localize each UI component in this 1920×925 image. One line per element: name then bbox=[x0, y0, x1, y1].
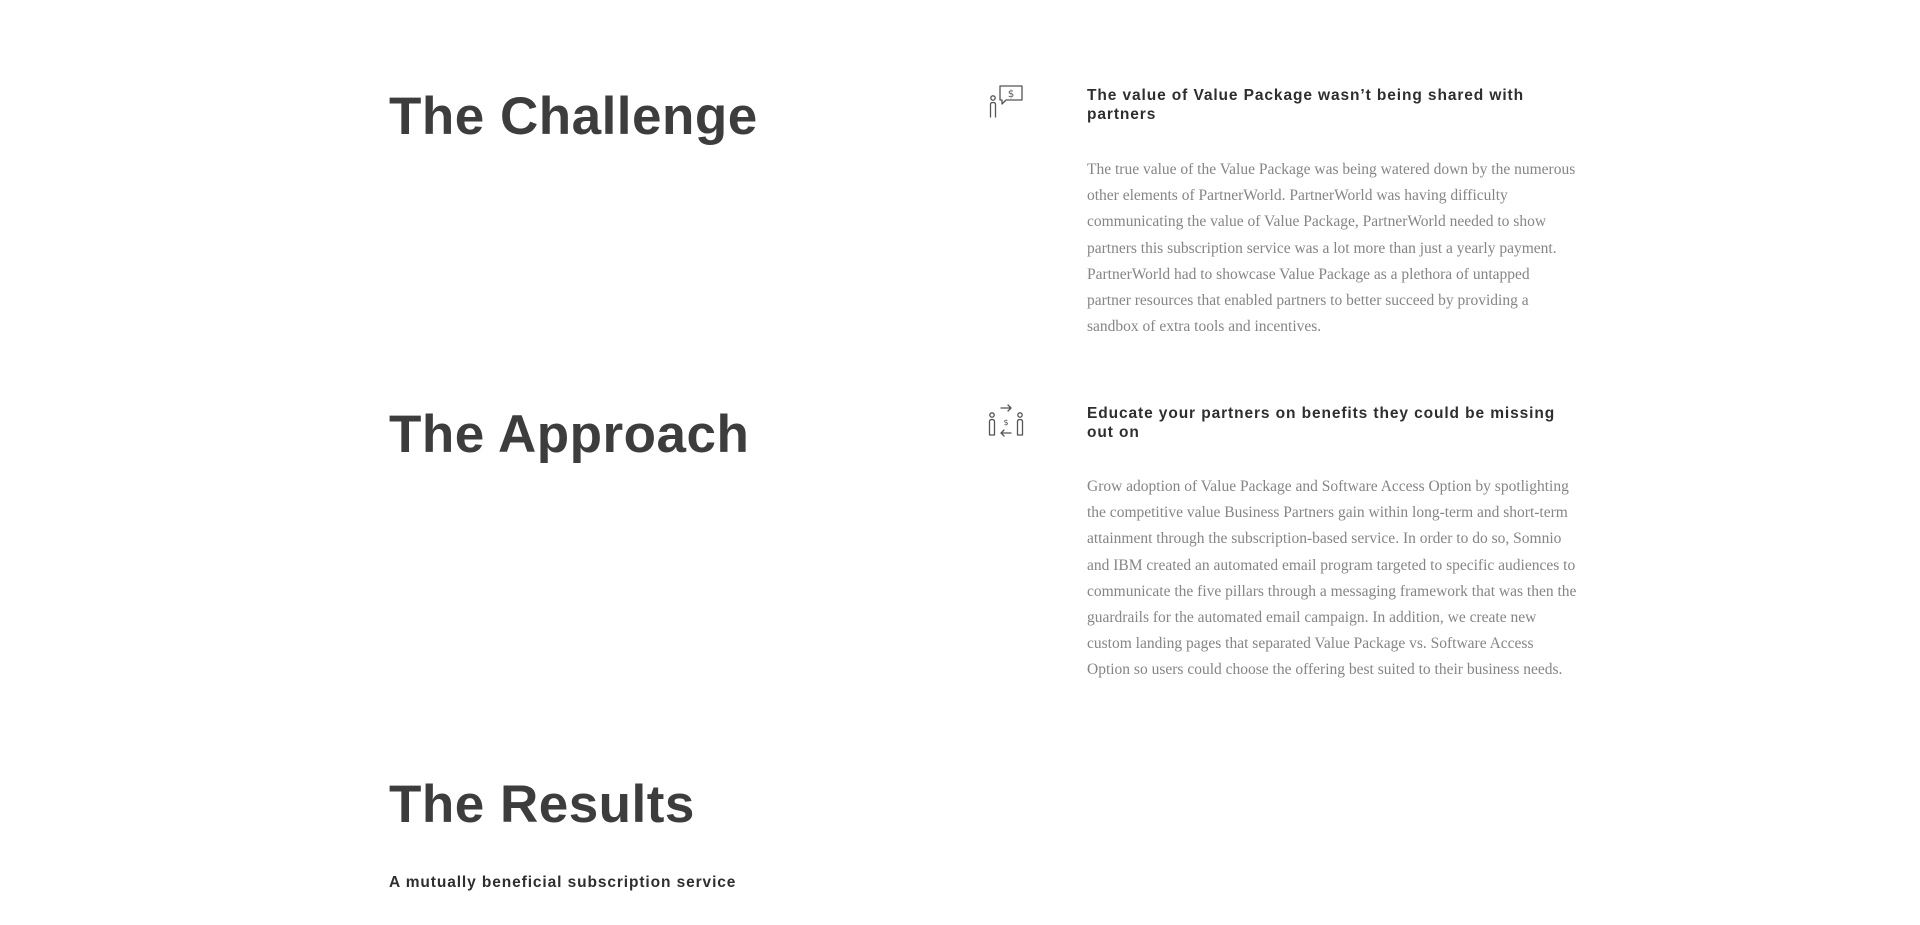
approach-title: The Approach bbox=[389, 405, 750, 464]
results-title: The Results bbox=[389, 775, 695, 834]
challenge-body: The true value of the Value Package was being watered down by the numerous other elements of PartnerWorld. PartnerWorld was having difficulty communicating the value of Value Package, PartnerWorld needed to show partners this subscription service was a lot more than just a yearly payment. PartnerWorld had to showcase Value Package as a plethora of untapped partner resources that enabled partners to better succeed by providing a sandbox of extra tools and incentives. bbox=[1087, 161, 1576, 336]
svg-text:$: $ bbox=[1007, 89, 1015, 100]
people-exchange-icon bbox=[987, 403, 1025, 441]
challenge-title: The Challenge bbox=[389, 87, 758, 146]
approach-heading: Educate your partners on benefits they could be missing out on bbox=[1087, 405, 1556, 441]
results-subtitle: A mutually beneficial subscription service bbox=[389, 874, 737, 891]
svg-text:$: $ bbox=[1003, 418, 1009, 427]
approach-body: Grow adoption of Value Package and Software Access Option by spotlighting the competitive value Business Partners gain within long-term and short-term attainment through the subscription-based service. In order to do so, Somnio and IBM created an automated email program targeted to specific audiences to communicate the five pillars through a messaging framework that was then the guardrails for the automated email campaign. In addition, we create new custom landing pages that separated Value Package vs. Software Access Option so users could choose the offering best suited to their business needs. bbox=[1087, 478, 1577, 679]
challenge-heading: The value of Value Package wasn’t being shared with partners bbox=[1087, 87, 1524, 123]
person-dollar-speech-icon bbox=[987, 84, 1025, 122]
